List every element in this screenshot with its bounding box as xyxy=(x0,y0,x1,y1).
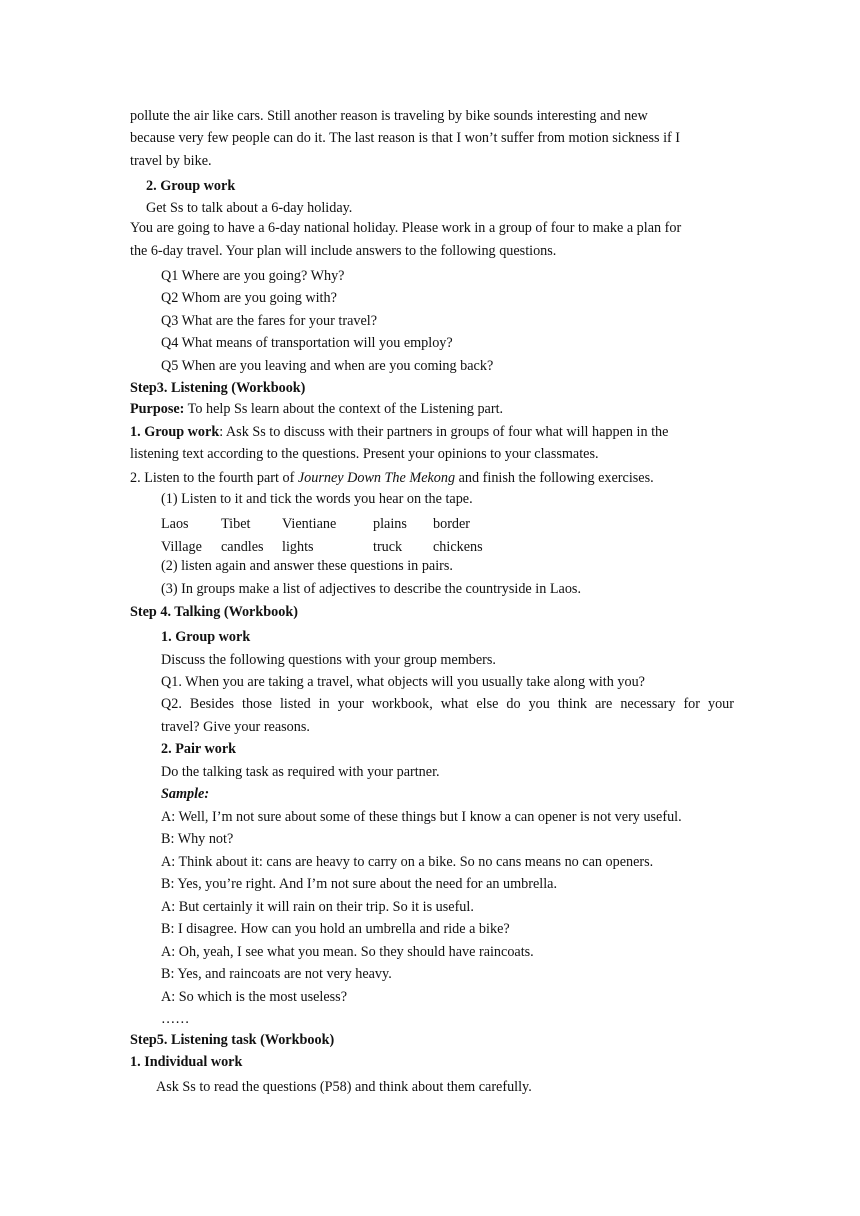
word-cell: plains xyxy=(373,516,407,532)
word: those xyxy=(242,696,272,712)
word-cell: Tibet xyxy=(221,516,251,532)
paragraph-line: travel by bike. xyxy=(130,153,212,169)
word: are xyxy=(595,696,613,712)
exercise-item: (3) In groups make a list of adjectives to describe the countryside in Laos. xyxy=(161,581,581,597)
question-item: Q3 What are the fares for your travel? xyxy=(161,313,377,329)
purpose-label: Purpose: xyxy=(130,401,185,417)
word: Q2. xyxy=(161,696,182,712)
question-item: Q4 What means of transportation will you employ? xyxy=(161,335,453,351)
word-cell: truck xyxy=(373,539,403,555)
word-cell: Vientiane xyxy=(282,516,337,532)
instruction-text: Ask Ss to read the questions (P58) and think about them carefully. xyxy=(156,1079,532,1095)
word: workbook, xyxy=(371,696,433,712)
word: Besides xyxy=(189,696,235,712)
instruction-text: Get Ss to talk about a 6-day holiday. xyxy=(146,200,353,216)
section-heading: 1. Individual work xyxy=(130,1054,243,1070)
word-row xyxy=(0,538,860,556)
sample-label: Sample: xyxy=(161,786,210,802)
word: your xyxy=(337,696,364,712)
paragraph-line: pollute the air like cars. Still another reason is traveling by bike sounds interesting and new xyxy=(130,108,648,124)
word: listed xyxy=(279,696,311,712)
purpose-line xyxy=(130,400,503,418)
word-cell: candles xyxy=(221,539,264,555)
word: think xyxy=(557,696,588,712)
instruction-text: Do the talking task as required with your partner. xyxy=(161,764,440,780)
section-heading: 1. Group work xyxy=(161,629,251,645)
word-cell: lights xyxy=(282,539,314,555)
group-work-line xyxy=(130,423,668,441)
word: necessary xyxy=(620,696,676,712)
question-item-continued: travel? Give your reasons. xyxy=(161,719,310,735)
paragraph-line: You are going to have a 6-day national holiday. Please work in a group of four to make a plan for xyxy=(130,220,682,236)
step-heading: Step3. Listening (Workbook) xyxy=(130,380,306,396)
purpose-text: To help Ss learn about the context of the Listening part. xyxy=(184,401,504,417)
question-item: Q1. When you are taking a travel, what objects will you usually take along with you? xyxy=(161,674,645,690)
group-work-label: 1. Group work xyxy=(130,424,220,440)
question-item-justified xyxy=(161,695,734,713)
word-cell: Laos xyxy=(161,516,189,532)
instruction-text: Discuss the following questions with your group members. xyxy=(161,652,496,668)
exercise-item: (2) listen again and answer these questions in pairs. xyxy=(161,558,453,574)
dialogue-line: B: I disagree. How can you hold an umbrella and ride a bike? xyxy=(161,921,510,937)
listen-prefix: 2. Listen to the fourth part of xyxy=(130,470,298,486)
dialogue-line: A: Oh, yeah, I see what you mean. So they should have raincoats. xyxy=(161,944,534,960)
exercise-item: (1) Listen to it and tick the words you hear on the tape. xyxy=(161,491,473,507)
word-row xyxy=(0,515,860,533)
word: what xyxy=(440,696,469,712)
listen-suffix: and finish the following exercises. xyxy=(455,470,654,486)
word: for xyxy=(683,696,700,712)
section-heading: 2. Pair work xyxy=(161,741,237,757)
question-item: Q2 Whom are you going with? xyxy=(161,290,337,306)
word: in xyxy=(318,696,330,712)
word: do xyxy=(506,696,521,712)
dialogue-line: B: Why not? xyxy=(161,831,234,847)
section-heading: 2. Group work xyxy=(146,178,236,194)
step-heading: Step 4. Talking (Workbook) xyxy=(130,604,298,620)
dialogue-line: B: Yes, and raincoats are not very heavy. xyxy=(161,966,392,982)
word-cell: Village xyxy=(161,539,202,555)
question-item: Q1 Where are you going? Why? xyxy=(161,268,345,284)
paragraph-line: listening text according to the questions. Present your opinions to your classmates. xyxy=(130,446,599,462)
paragraph-line: the 6-day travel. Your plan will include answers to the following questions. xyxy=(130,243,557,259)
ellipsis: …… xyxy=(161,1011,190,1027)
dialogue-line: A: But certainly it will rain on their trip. So it is useful. xyxy=(161,899,474,915)
listen-title: Journey Down The Mekong xyxy=(297,470,456,486)
dialogue-line: A: Well, I’m not sure about some of these things but I know a can opener is not very useful. xyxy=(161,809,682,825)
word: your xyxy=(707,696,734,712)
word: else xyxy=(476,696,499,712)
step-heading: Step5. Listening task (Workbook) xyxy=(130,1032,335,1048)
word-cell: border xyxy=(433,516,471,532)
group-work-text: : Ask Ss to discuss with their partners in groups of four what will happen in the xyxy=(219,424,669,440)
dialogue-line: A: So which is the most useless? xyxy=(161,989,348,1005)
listen-line xyxy=(130,469,654,487)
word: you xyxy=(528,696,550,712)
dialogue-line: B: Yes, you’re right. And I’m not sure about the need for an umbrella. xyxy=(161,876,557,892)
word-cell: chickens xyxy=(433,539,483,555)
question-item: Q5 When are you leaving and when are you coming back? xyxy=(161,358,494,374)
dialogue-line: A: Think about it: cans are heavy to carry on a bike. So no cans means no can openers. xyxy=(161,854,654,870)
paragraph-line: because very few people can do it. The last reason is that I won’t suffer from motion sickness if I xyxy=(130,130,681,146)
